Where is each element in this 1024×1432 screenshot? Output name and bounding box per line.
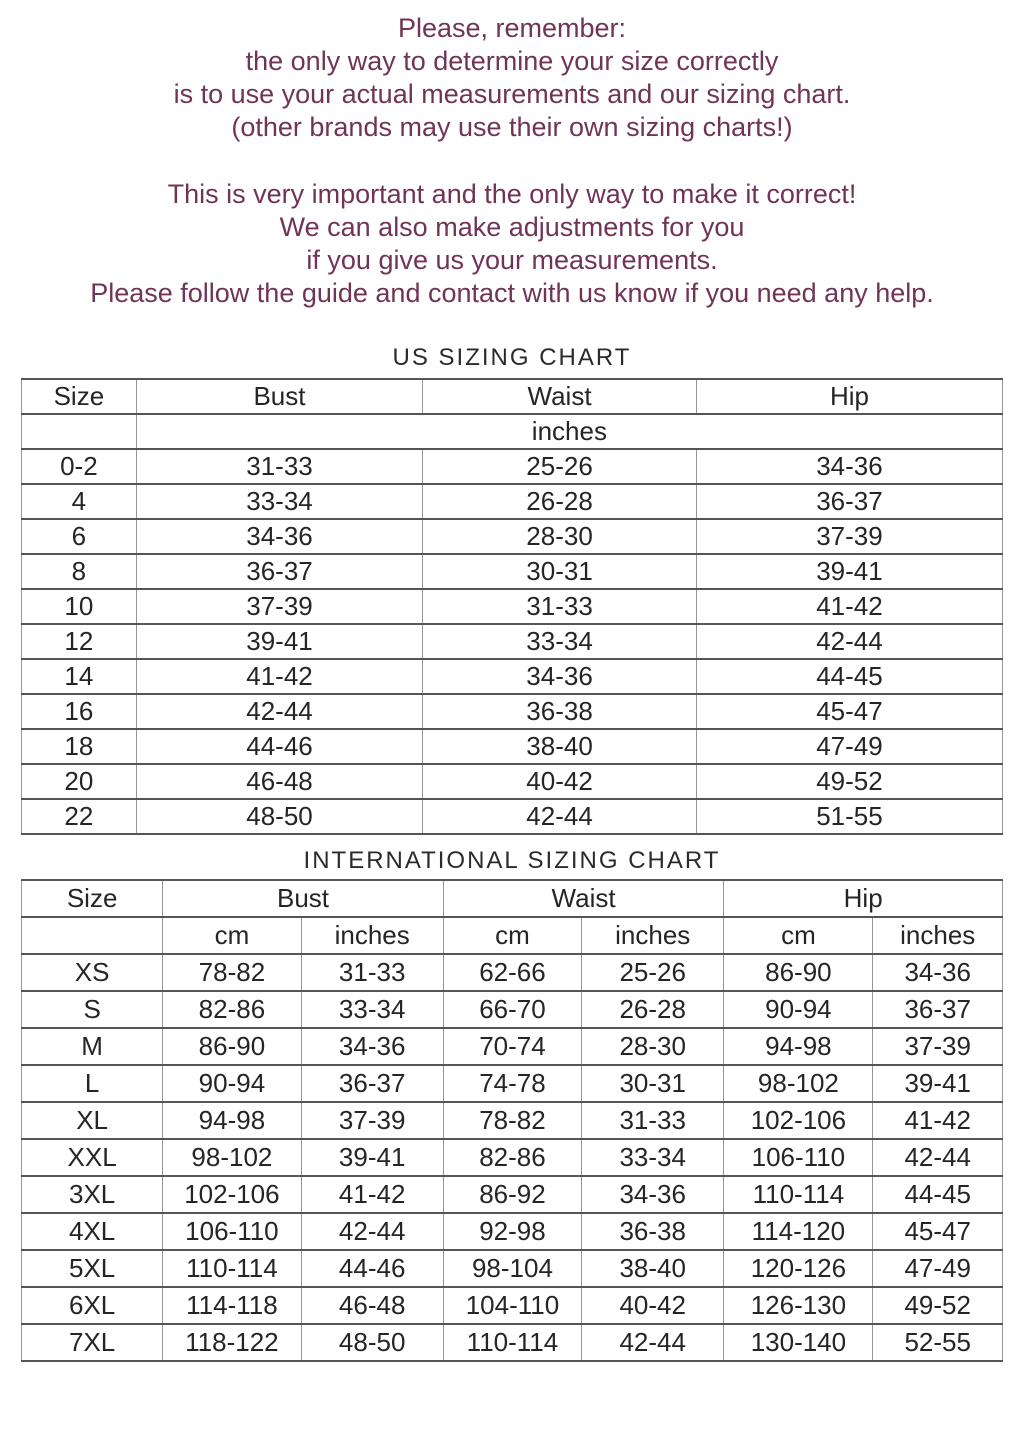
size-cell: 5XL — [22, 1250, 163, 1287]
measurement-cell: 30-31 — [423, 554, 697, 589]
size-cell: 10 — [22, 589, 137, 624]
measurement-cell: 36-37 — [873, 991, 1003, 1028]
measurement-cell: 114-118 — [163, 1287, 301, 1324]
size-cell: 4XL — [22, 1213, 163, 1250]
measurement-cell: 38-40 — [582, 1250, 724, 1287]
intro-line: Please, remember: — [397, 13, 627, 43]
table-row — [22, 1065, 1003, 1102]
measurement-cell: 41-42 — [696, 589, 1002, 624]
unit-cm-header: cm — [724, 917, 873, 954]
intro-line: Please follow the guide and contact with us know if you need any help. — [90, 278, 934, 308]
table-row — [22, 519, 1003, 554]
size-cell: 3XL — [22, 1176, 163, 1213]
size-cell: M — [22, 1028, 163, 1065]
measurement-cell: 42-44 — [301, 1213, 443, 1250]
table-row — [22, 1176, 1003, 1213]
intro-line: (other brands may use their own sizing charts!) — [231, 112, 793, 142]
table-row — [22, 1139, 1003, 1176]
size-cell: S — [22, 991, 163, 1028]
column-header-size: Size — [22, 880, 163, 917]
measurement-cell: 37-39 — [873, 1028, 1003, 1065]
measurement-cell: 33-34 — [301, 991, 443, 1028]
measurement-cell: 98-102 — [724, 1065, 873, 1102]
intro-line: the only way to determine your size correctly — [245, 46, 779, 76]
table-row — [22, 1213, 1003, 1250]
measurement-cell: 39-41 — [873, 1065, 1003, 1102]
measurement-cell: 48-50 — [136, 799, 422, 834]
measurement-cell: 86-90 — [724, 954, 873, 991]
measurement-cell: 78-82 — [443, 1102, 581, 1139]
measurement-cell: 26-28 — [582, 991, 724, 1028]
int-table-header — [22, 880, 1003, 954]
measurement-cell: 46-48 — [301, 1287, 443, 1324]
column-header-hip: Hip — [724, 880, 1003, 917]
measurement-cell: 120-126 — [724, 1250, 873, 1287]
table-row — [22, 589, 1003, 624]
measurement-cell: 39-41 — [301, 1139, 443, 1176]
measurement-cell: 33-34 — [582, 1139, 724, 1176]
us-table-body — [22, 449, 1003, 834]
measurement-cell: 30-31 — [582, 1065, 724, 1102]
header-row — [22, 379, 1003, 414]
intro-line: We can also make adjustments for you — [279, 212, 745, 242]
measurement-cell: 130-140 — [724, 1324, 873, 1361]
measurement-cell: 92-98 — [443, 1213, 581, 1250]
intro-line: This is very important and the only way to make it correct! — [167, 179, 857, 209]
table-row — [22, 729, 1003, 764]
measurement-cell: 44-46 — [136, 729, 422, 764]
measurement-cell: 42-44 — [696, 624, 1002, 659]
size-cell: XS — [22, 954, 163, 991]
intro-text — [0, 0, 1024, 310]
measurement-cell: 48-50 — [301, 1324, 443, 1361]
intro-line: is to use your actual measurements and our sizing chart. — [173, 79, 851, 109]
measurement-cell: 25-26 — [582, 954, 724, 991]
unit-inches-header: inches — [873, 917, 1003, 954]
table-row — [22, 484, 1003, 519]
intro-line: if you give us your measurements. — [306, 245, 718, 275]
table-row — [22, 1287, 1003, 1324]
table-row — [22, 554, 1003, 589]
measurement-cell: 126-130 — [724, 1287, 873, 1324]
intro-paragraph-1 — [0, 12, 1024, 144]
measurement-cell: 37-39 — [696, 519, 1002, 554]
measurement-cell: 44-45 — [873, 1176, 1003, 1213]
measurement-cell: 42-44 — [423, 799, 697, 834]
measurement-cell: 33-34 — [136, 484, 422, 519]
measurement-cell: 45-47 — [696, 694, 1002, 729]
intro-paragraph-2 — [0, 178, 1024, 310]
measurement-cell: 40-42 — [423, 764, 697, 799]
measurement-cell: 36-37 — [696, 484, 1002, 519]
measurement-cell: 38-40 — [423, 729, 697, 764]
measurement-cell: 104-110 — [443, 1287, 581, 1324]
measurement-cell: 34-36 — [873, 954, 1003, 991]
table-row — [22, 449, 1003, 484]
int-table-body — [22, 954, 1003, 1361]
measurement-cell: 42-44 — [873, 1139, 1003, 1176]
empty-cell — [22, 414, 137, 449]
size-cell: 14 — [22, 659, 137, 694]
unit-cm-header: cm — [163, 917, 301, 954]
measurement-cell: 28-30 — [423, 519, 697, 554]
unit-inches-header: inches — [582, 917, 724, 954]
international-chart-title: INTERNATIONAL SIZING CHART — [303, 847, 721, 874]
size-cell: L — [22, 1065, 163, 1102]
measurement-cell: 31-33 — [423, 589, 697, 624]
us-sizing-table — [21, 378, 1003, 835]
column-header-bust: Bust — [163, 880, 444, 917]
measurement-cell: 44-45 — [696, 659, 1002, 694]
measurement-cell: 114-120 — [724, 1213, 873, 1250]
table-row — [22, 1102, 1003, 1139]
measurement-cell: 118-122 — [163, 1324, 301, 1361]
measurement-cell: 110-114 — [443, 1324, 581, 1361]
empty-cell — [22, 917, 163, 954]
measurement-cell: 98-104 — [443, 1250, 581, 1287]
measurement-cell: 106-110 — [163, 1213, 301, 1250]
measurement-cell: 39-41 — [696, 554, 1002, 589]
table-row — [22, 954, 1003, 991]
size-cell: 8 — [22, 554, 137, 589]
measurement-cell: 28-30 — [582, 1028, 724, 1065]
measurement-cell: 45-47 — [873, 1213, 1003, 1250]
measurement-cell: 31-33 — [136, 449, 422, 484]
measurement-cell: 36-38 — [423, 694, 697, 729]
size-cell: 22 — [22, 799, 137, 834]
measurement-cell: 42-44 — [582, 1324, 724, 1361]
measurement-cell: 52-55 — [873, 1324, 1003, 1361]
size-cell: 4 — [22, 484, 137, 519]
measurement-cell: 31-33 — [301, 954, 443, 991]
measurement-cell: 40-42 — [582, 1287, 724, 1324]
measurement-cell: 42-44 — [136, 694, 422, 729]
measurement-cell: 47-49 — [696, 729, 1002, 764]
measurement-cell: 82-86 — [443, 1139, 581, 1176]
measurement-cell: 94-98 — [724, 1028, 873, 1065]
measurement-cell: 46-48 — [136, 764, 422, 799]
measurement-cell: 78-82 — [163, 954, 301, 991]
header-row — [22, 880, 1003, 917]
measurement-cell: 74-78 — [443, 1065, 581, 1102]
measurement-cell: 25-26 — [423, 449, 697, 484]
table-row — [22, 799, 1003, 834]
measurement-cell: 36-37 — [136, 554, 422, 589]
measurement-cell: 34-36 — [301, 1028, 443, 1065]
measurement-cell: 31-33 — [582, 1102, 724, 1139]
measurement-cell: 47-49 — [873, 1250, 1003, 1287]
table-row — [22, 1028, 1003, 1065]
column-header-waist: Waist — [443, 880, 724, 917]
measurement-cell: 102-106 — [163, 1176, 301, 1213]
size-cell: 0-2 — [22, 449, 137, 484]
size-cell: XXL — [22, 1139, 163, 1176]
measurement-cell: 86-90 — [163, 1028, 301, 1065]
measurement-cell: 110-114 — [724, 1176, 873, 1213]
measurement-cell: 44-46 — [301, 1250, 443, 1287]
table-row — [22, 764, 1003, 799]
size-cell: XL — [22, 1102, 163, 1139]
measurement-cell: 34-36 — [423, 659, 697, 694]
table-row — [22, 624, 1003, 659]
measurement-cell: 51-55 — [696, 799, 1002, 834]
measurement-cell: 41-42 — [873, 1102, 1003, 1139]
table-row — [22, 1250, 1003, 1287]
table-row — [22, 991, 1003, 1028]
measurement-cell: 36-38 — [582, 1213, 724, 1250]
measurement-cell: 34-36 — [136, 519, 422, 554]
column-header-waist: Waist — [423, 379, 697, 414]
table-row — [22, 1324, 1003, 1361]
column-header-size: Size — [22, 379, 137, 414]
size-cell: 7XL — [22, 1324, 163, 1361]
column-header-hip: Hip — [696, 379, 1002, 414]
measurement-cell: 70-74 — [443, 1028, 581, 1065]
measurement-cell: 82-86 — [163, 991, 301, 1028]
measurement-cell: 33-34 — [423, 624, 697, 659]
measurement-cell: 98-102 — [163, 1139, 301, 1176]
size-cell: 12 — [22, 624, 137, 659]
unit-row — [22, 917, 1003, 954]
measurement-cell: 49-52 — [696, 764, 1002, 799]
measurement-cell: 37-39 — [301, 1102, 443, 1139]
measurement-cell: 90-94 — [163, 1065, 301, 1102]
measurement-cell: 34-36 — [582, 1176, 724, 1213]
size-cell: 18 — [22, 729, 137, 764]
column-header-bust: Bust — [136, 379, 422, 414]
size-cell: 20 — [22, 764, 137, 799]
unit-label-cell: inches — [136, 414, 1002, 449]
measurement-cell: 102-106 — [724, 1102, 873, 1139]
size-cell: 6 — [22, 519, 137, 554]
measurement-cell: 49-52 — [873, 1287, 1003, 1324]
measurement-cell: 41-42 — [301, 1176, 443, 1213]
measurement-cell: 90-94 — [724, 991, 873, 1028]
measurement-cell: 106-110 — [724, 1139, 873, 1176]
size-cell: 16 — [22, 694, 137, 729]
table-row — [22, 659, 1003, 694]
us-chart-title: US SIZING CHART — [392, 344, 632, 371]
measurement-cell: 94-98 — [163, 1102, 301, 1139]
measurement-cell: 26-28 — [423, 484, 697, 519]
unit-inches-header: inches — [301, 917, 443, 954]
measurement-cell: 110-114 — [163, 1250, 301, 1287]
measurement-cell: 39-41 — [136, 624, 422, 659]
size-cell: 6XL — [22, 1287, 163, 1324]
measurement-cell: 62-66 — [443, 954, 581, 991]
international-sizing-table — [21, 879, 1003, 1362]
measurement-cell: 34-36 — [696, 449, 1002, 484]
measurement-cell: 37-39 — [136, 589, 422, 624]
measurement-cell: 36-37 — [301, 1065, 443, 1102]
us-table-header — [22, 379, 1003, 449]
unit-row — [22, 414, 1003, 449]
measurement-cell: 86-92 — [443, 1176, 581, 1213]
measurement-cell: 66-70 — [443, 991, 581, 1028]
measurement-cell: 41-42 — [136, 659, 422, 694]
table-row — [22, 694, 1003, 729]
unit-cm-header: cm — [443, 917, 581, 954]
